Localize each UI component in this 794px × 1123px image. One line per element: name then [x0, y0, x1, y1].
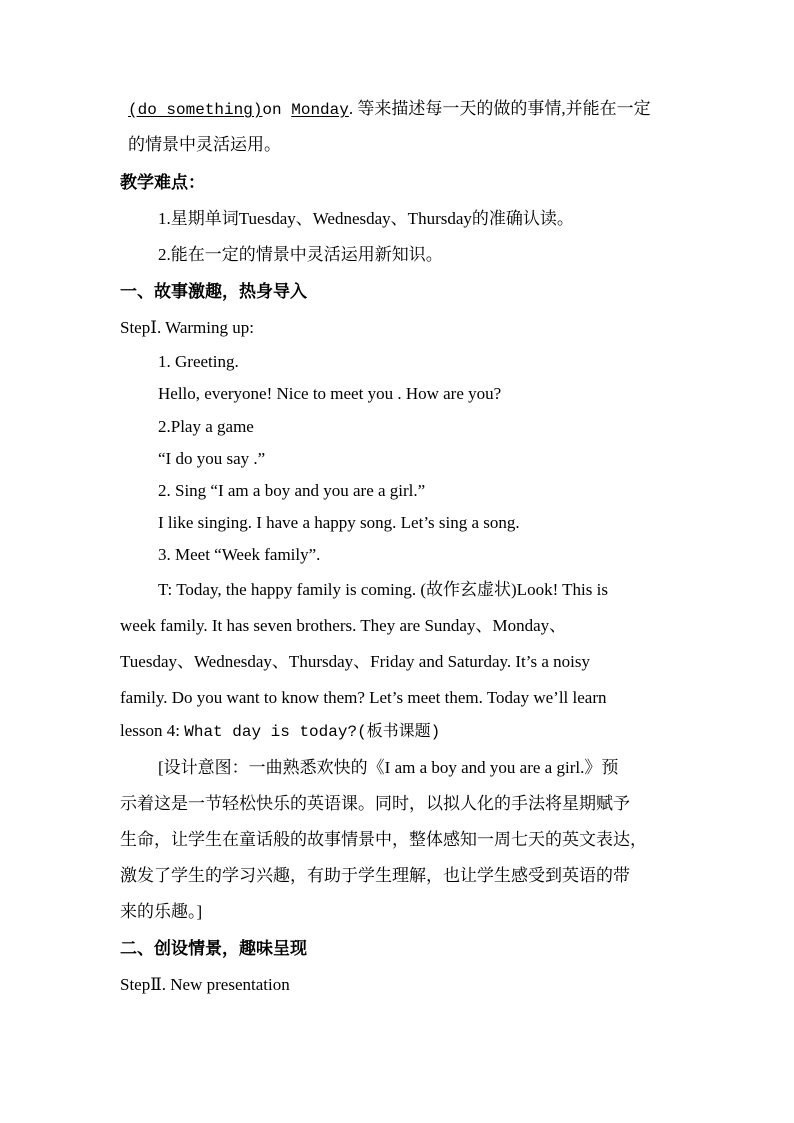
hello-line: Hello, everyone! Nice to meet you . How are you?: [158, 384, 502, 403]
intro-line-2: 的情景中灵活运用。: [128, 135, 281, 154]
intro-monday: Monday: [291, 101, 349, 119]
section2-heading: 二、创设情景，趣味呈现: [120, 939, 307, 958]
intro-rest: . 等来描述每一天的做的事情,并能在一定: [348, 99, 651, 118]
lesson-title-line: [120, 720, 440, 743]
design-line-3: 生命，让学生在童话般的故事情景中，整体感知一周七天的英文表达，: [120, 830, 647, 849]
design-line-1: [设计意图：一曲熟悉欢快的《I am a boy and you are a girl.》预: [158, 758, 619, 777]
greeting-line: 1. Greeting.: [158, 352, 239, 371]
difficulty-heading: 教学难点：: [120, 173, 205, 192]
design-line-5: 来的乐趣。]: [120, 902, 203, 921]
story-para-line-3: Tuesday、Wednesday、Thursday、Friday and Saturday. It’s a noisy: [120, 652, 590, 671]
design-line-2: 示着这是一节轻松快乐的英语课。同时，以拟人化的手法将星期赋予: [120, 794, 630, 813]
intro-line-1: [128, 98, 651, 121]
section2-step: StepⅡ. New presentation: [120, 975, 290, 994]
section1-heading: 一、故事激趣，热身导入: [120, 282, 307, 301]
meet-week-line: 3. Meet “Week family”.: [158, 545, 321, 564]
play-game-line: 2.Play a game: [158, 417, 254, 436]
design-line-4: 激发了学生的学习兴趣，有助于学生理解，也让学生感受到英语的带: [120, 866, 630, 885]
story-para-line-1: T: Today, the happy family is coming. (故作玄虚状)Look! This is: [158, 580, 608, 599]
intro-phrase: (do something): [128, 101, 263, 119]
section1-step: StepⅠ. Warming up:: [120, 318, 254, 337]
story-para-line-4: family. Do you want to know them? Let’s meet them. Today we’ll learn: [120, 688, 607, 707]
story-para-line-2: week family. It has seven brothers. They are Sunday、Monday、: [120, 616, 567, 635]
intro-on: on: [262, 101, 292, 119]
lesson-prefix: lesson 4:: [120, 721, 185, 740]
like-singing-line: I like singing. I have a happy song. Let’s sing a song.: [158, 513, 520, 532]
sing-line: 2. Sing “I am a boy and you are a girl.”: [158, 481, 426, 500]
difficulty-item-1: 1.星期单词Tuesday、Wednesday、Thursday的准确认读。: [158, 209, 574, 228]
lesson-title: What day is today?(板书课题): [184, 723, 441, 741]
game-quote-line: “I do you say .”: [158, 449, 266, 468]
difficulty-item-2: 2.能在一定的情景中灵活运用新知识。: [158, 245, 443, 264]
